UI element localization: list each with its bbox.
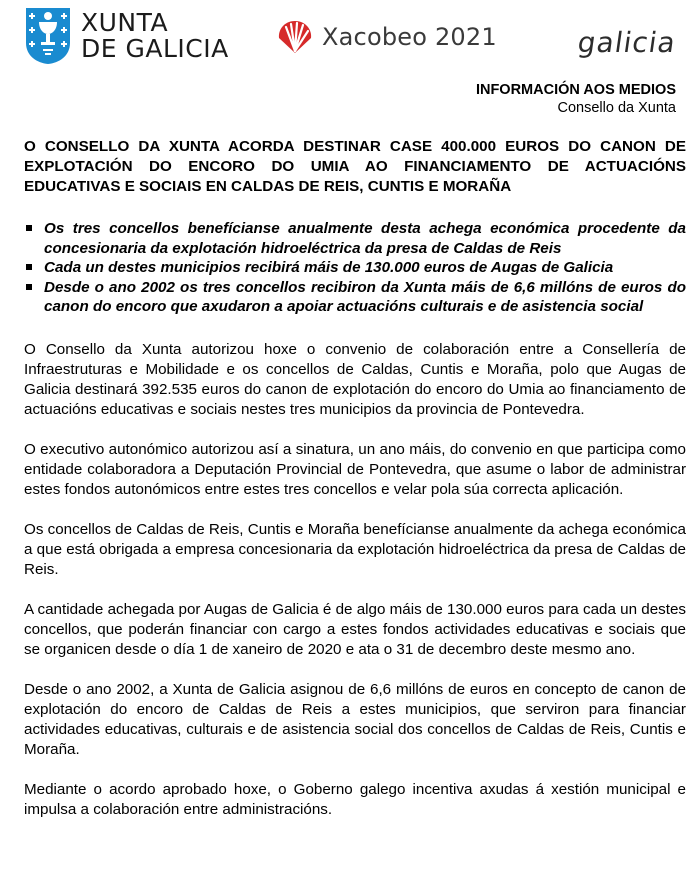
headline: O CONSELLO DA XUNTA ACORDA DESTINAR CASE 400.000 EUROS DO CANON DE EXPLOTACIÓN DO ENCORO DO UMIA AO FINANCIAMENTO DE ACTUACIÓNS EDUCATIVAS E SOCIAIS EN CALDAS DE REIS, CUNTIS E MORAÑA [24, 138, 686, 195]
press-info [476, 81, 676, 117]
summary-bullets [24, 219, 686, 317]
bullet-item [24, 219, 686, 258]
bullet-item [24, 278, 686, 317]
press-title: INFORMACIÓN AOS MEDIOS [475, 82, 676, 98]
body-paragraph: O executivo autonómico autorizou así a sinatura, un ano máis, do convenio en que participa como entidade colaboradora a Deputación Provincial de Pontevedra, que asume o labor de administrar estes fondos autonómicos entre estes tres concellos e velar pola súa correcta aplicación. [24, 441, 686, 498]
bullet-square-icon [26, 264, 32, 270]
bullet-item [24, 258, 686, 278]
body-paragraph: Mediante o acordo aprobado hoxe, o Goberno galego incentiva axudas á xestión municipal e impulsa a colaboración entre administracións. [24, 781, 686, 818]
galicia-logo: galicia [575, 26, 679, 59]
bullet-text: Cada un destes municipios recibirá máis de 130.000 euros de Augas de Galicia [44, 259, 614, 276]
xunta-wordmark [81, 10, 229, 62]
xacobeo-shell-icon [276, 18, 314, 56]
bullet-square-icon [26, 225, 32, 231]
body-paragraph: O Consello da Xunta autorizou hoxe o convenio de colaboración entre a Consellería de Infraestruturas e Mobilidade e os concellos de Caldas, Cuntis e Moraña, polo que Augas de Galicia destinará 392.535 euros do canon de explotación do encoro do Umia ao financiamento de actuacións educativas e sociais nestes tres municipios da provincia de Pontevedra. [24, 341, 686, 418]
bullet-text: Os tres concellos benefícianse anualmente desta achega económica procedente da concesionaria da explotación hidroeléctrica da presa de Caldas de Reis [44, 220, 686, 257]
body-paragraph: Desde o ano 2002, a Xunta de Galicia asignou de 6,6 millóns de euros en concepto de canon de explotación do encoro de Caldas de Reis a estes municipios, que serviron para financiar actividades educativas, culturais e de asistencia social dos concellos de Caldas de Reis, Cuntis e Moraña. [24, 681, 686, 758]
article-body [24, 340, 686, 840]
bullet-text: Desde o ano 2002 os tres concellos recibiron da Xunta máis de 6,6 millóns de euros do canon do encoro que axudaron a apoiar actuacións culturais e de asistencia social [44, 278, 686, 315]
xacobeo-wordmark: Xacobeo 2021 [322, 23, 497, 51]
body-paragraph: A cantidade achegada por Augas de Galicia é de algo máis de 130.000 euros para cada un destes concellos, que poderán financiar con cargo a estes fondos actividades educativas e sociais que se organicen desde o día 1 de xaneiro de 2020 e ata o 31 de decembro deste mesmo ano. [24, 601, 686, 658]
bullet-square-icon [26, 284, 32, 290]
page-header [0, 0, 700, 80]
body-paragraph: Os concellos de Caldas de Reis, Cuntis e Moraña benefícianse anualmente da achega económica a que está obrigada a empresa concesionaria da explotación hidroeléctrica da presa de Caldas de Reis. [24, 521, 686, 578]
xunta-de-galicia-logo [25, 7, 229, 65]
press-subtitle: Consello da Xunta [557, 100, 676, 116]
xunta-wordmark-line2: DE GALICIA [81, 34, 229, 63]
xunta-coat-of-arms-icon [25, 7, 71, 65]
xunta-wordmark-line1: XUNTA [81, 8, 169, 37]
xacobeo-2021-logo [276, 18, 497, 56]
